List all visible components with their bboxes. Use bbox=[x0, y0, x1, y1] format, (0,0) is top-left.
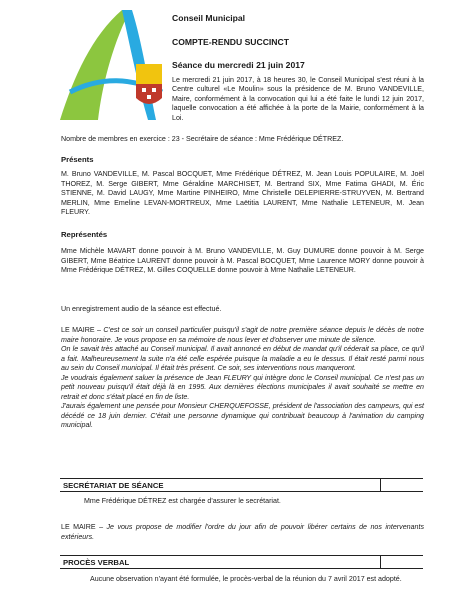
speech-paragraph-1: LE MAIRE – C'est ce soir un conseil particulier puisqu'il s'agit de notre première séance depuis le décès de notre maire honoraire. Je vous propose en sa mémoire de nous lever et d'observer une minute de silence. bbox=[61, 326, 424, 344]
maire-speech bbox=[61, 326, 424, 431]
members-line: Nombre de membres en exercice : 23 - Secrétaire de séance : Mme Frédérique DÉTREZ. bbox=[61, 135, 344, 143]
org-name: Conseil Municipal bbox=[172, 13, 246, 23]
minutes-text: Aucune observation n'ayant été formulée, le procès-verbal de la réunion du 7 avril 2017 est adopté. bbox=[90, 575, 402, 583]
presents-heading: Présents bbox=[61, 155, 94, 164]
session-date: Séance du mercredi 21 juin 2017 bbox=[172, 60, 305, 70]
speaker-label: LE MAIRE – bbox=[61, 326, 101, 334]
town-logo bbox=[52, 6, 170, 124]
represented-list: Mme Michèle MAVART donne pouvoir à M. Bruno VANDEVILLE, M. Guy DUMURE donne pouvoir à M. Serge GIBERT, Mme Béatrice LAURENT donne pouvoir à M. Pascal BOCQUET, Mme Laurence MORY donne pouvoir à Mme Frédérique DÉTREZ, M. Gilles COQUELLE donne pouvoir à Mme Nathalie LETENEUR. bbox=[61, 247, 424, 274]
represented-heading: Représentés bbox=[61, 230, 108, 239]
speaker-label: LE MAIRE – bbox=[61, 523, 104, 531]
doc-type: COMPTE-RENDU SUCCINCT bbox=[172, 37, 289, 47]
intro-paragraph: Le mercredi 21 juin 2017, à 18 heures 30, le Conseil Municipal s'est réuni à la Centre culturel «Le Moulin» sous la présidence de M. Bruno VANDEVILLE, Maire, conformément à la convocation qui lui a été faite le lundi 12 juin 2017, laquelle convocation a été affichée à la porte de la Mairie, conformément à la Loi. bbox=[172, 76, 424, 122]
section-secretary-heading: SECRÉTARIAT DE SÉANCE bbox=[60, 478, 423, 492]
logo-green-stroke bbox=[60, 10, 130, 120]
maire-order: LE MAIRE – Je vous propose de modifier l'ordre du jour afin de pouvoir libérer certains de nos intervenants extérieurs. bbox=[61, 523, 424, 541]
presents-list: M. Bruno VANDEVILLE, M. Pascal BOCQUET, Mme Frédérique DÉTREZ, M. Jean Louis POPULAIRE, M. Joël THOREZ, M. Serge GIBERT, Mme Géraldine MARCHISET, M. Bertrand SIX, Mme Fatima GHADI, M. Éric STIENNE, M. David LAUGY, Mme Martine PINHEIRO, Mme Christelle DELEPIERRE-STRUYVEN, M. Bertrand MERLIN, Mme Emeline LEVAN-MORTREUX, Mme Laëtitia LAURENT, Mme Nathalie LETENEUR, M. Jean FLEURY. bbox=[61, 170, 424, 216]
speech-paragraph-4: J'aurais également une pensée pour Monsieur CHERQUEFOSSE, président de l'association des campeurs, qui est décédé ce 18 juin dernier. C'était une personne dynamique qui contribuait beaucoup à l'animation du camping municipal. bbox=[61, 402, 424, 429]
section-minutes-heading: PROCÈS VERBAL bbox=[60, 555, 423, 569]
crest-icon bbox=[136, 64, 162, 104]
speech-paragraph-3: Je voudrais également saluer la présence de Jean FLEURY qui intègre donc le Conseil municipal. Ce n'est pas un petit nouveau puisqu'il était déjà là en 1995. Aux dernières élections municipales il avait souhaité se mettre en retrait et donc s'était placé en fin de liste. bbox=[61, 373, 424, 401]
speech-paragraph-2: On le savait très attaché au Conseil municipal. Il avait annoncé en début de mandat qu'il céderait sa place, ce qu'il a fait. Malheureusement la suite n'a été celle espérée puisque la maladie a eu le dessus. Il était resté parmi nous au sein du Conseil municipal. Il était très présent. Ce soir, ses interventions nous manqueront. bbox=[61, 345, 424, 372]
secretary-text: Mme Frédérique DÉTREZ est chargée d'assurer le secrétariat. bbox=[84, 497, 281, 505]
audio-note: Un enregistrement audio de la séance est effectué. bbox=[61, 305, 222, 313]
